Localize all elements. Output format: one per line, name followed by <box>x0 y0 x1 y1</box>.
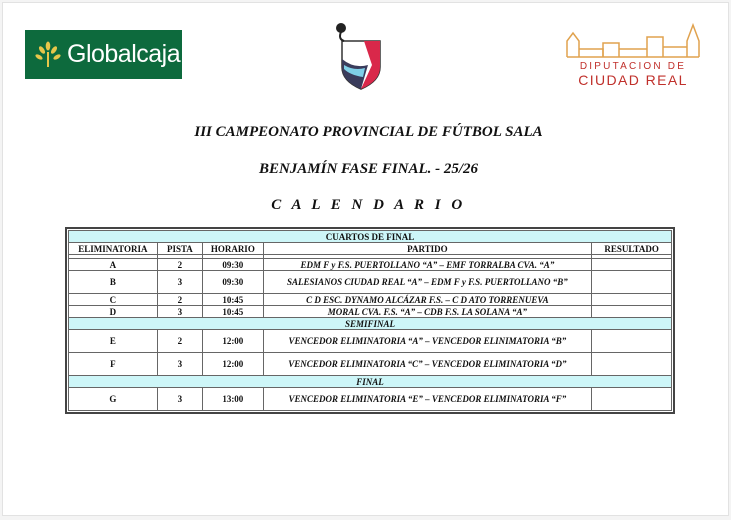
cell-pista: 3 <box>157 271 202 294</box>
document-page <box>2 2 729 516</box>
col-partido: PARTIDO <box>263 243 592 255</box>
cell-elim: E <box>69 330 158 353</box>
col-eliminatoria: ELIMINATORIA <box>69 243 158 255</box>
cell-resultado <box>592 330 672 353</box>
globalcaja-logo <box>25 30 182 79</box>
cell-pista: 2 <box>157 330 202 353</box>
cell-horario: 12:00 <box>203 353 263 376</box>
section-header-final <box>69 376 672 388</box>
cell-horario: 10:45 <box>203 306 263 318</box>
cell-pista: 3 <box>157 388 202 411</box>
cell-partido: VENCEDOR ELIMINATORIA “A” – VENCEDOR ELINIMATORIA “B” <box>263 330 592 353</box>
table-row <box>69 388 672 411</box>
cell-horario: 10:45 <box>203 294 263 306</box>
cell-partido: C D ESC. DYNAMO ALCÁZAR F.S. – C D ATO TORRENUEVA <box>263 294 592 306</box>
cell-resultado <box>592 306 672 318</box>
cell-horario: 09:30 <box>203 259 263 271</box>
cell-elim: B <box>69 271 158 294</box>
cell-partido: VENCEDOR ELIMINATORIA “C” – VENCEDOR ELIMINATORIA “D” <box>263 353 592 376</box>
globalcaja-wordmark: Globalcaja <box>67 40 181 68</box>
cell-partido: EDM F y F.S. PUERTOLLANO “A” – EMF TORRALBA CVA. “A” <box>263 259 592 271</box>
ffcm-logo <box>332 19 390 91</box>
cell-resultado <box>592 259 672 271</box>
cell-resultado <box>592 294 672 306</box>
cell-pista: 3 <box>157 353 202 376</box>
cell-pista: 2 <box>157 294 202 306</box>
cell-elim: G <box>69 388 158 411</box>
castle-skyline-icon <box>563 19 703 59</box>
diputacion-logo <box>563 19 703 91</box>
cell-horario: 09:30 <box>203 271 263 294</box>
main-title: III CAMPEONATO PROVINCIAL DE FÚTBOL SALA <box>194 124 543 140</box>
cell-elim: C <box>69 294 158 306</box>
schedule-table <box>65 227 675 414</box>
table-row <box>69 353 672 376</box>
calendar-heading: C A L E N D A R I O <box>271 197 466 213</box>
table-row <box>69 330 672 353</box>
section-header-semifinal <box>69 318 672 330</box>
table-row <box>69 294 672 306</box>
table-row <box>69 259 672 271</box>
cell-partido: SALESIANOS CIUDAD REAL “A” – EDM F y F.S. PUERTOLLANO “B” <box>263 271 592 294</box>
ffcm-crest-icon <box>332 19 390 91</box>
diputacion-line1: DIPUTACION DE <box>579 61 687 72</box>
cell-elim: F <box>69 353 158 376</box>
table-header-row <box>69 243 672 255</box>
section-title: SEMIFINAL <box>69 318 672 330</box>
col-resultado: RESULTADO <box>592 243 672 255</box>
cell-horario: 13:00 <box>203 388 263 411</box>
cell-resultado <box>592 271 672 294</box>
cell-partido: MORAL CVA. F.S. “A” – CDB F.S. LA SOLANA “A” <box>263 306 592 318</box>
cell-pista: 3 <box>157 306 202 318</box>
cell-elim: A <box>69 259 158 271</box>
cell-pista: 2 <box>157 259 202 271</box>
subtitle: BENJAMÍN FASE FINAL. - 25/26 <box>258 161 479 177</box>
wheat-icon <box>33 40 63 70</box>
cell-horario: 12:00 <box>203 330 263 353</box>
section-header-quarterfinals <box>69 231 672 243</box>
table-row <box>69 271 672 294</box>
cell-elim: D <box>69 306 158 318</box>
cell-partido: VENCEDOR ELIMINATORIA “E” – VENCEDOR ELIMINATORIA “F” <box>263 388 592 411</box>
section-title: FINAL <box>69 376 672 388</box>
section-title: CUARTOS DE FINAL <box>69 231 672 243</box>
cell-resultado <box>592 388 672 411</box>
col-horario: HORARIO <box>203 243 263 255</box>
table-row <box>69 306 672 318</box>
col-pista: PISTA <box>157 243 202 255</box>
diputacion-line2: CIUDAD REAL <box>578 72 688 88</box>
cell-resultado <box>592 353 672 376</box>
